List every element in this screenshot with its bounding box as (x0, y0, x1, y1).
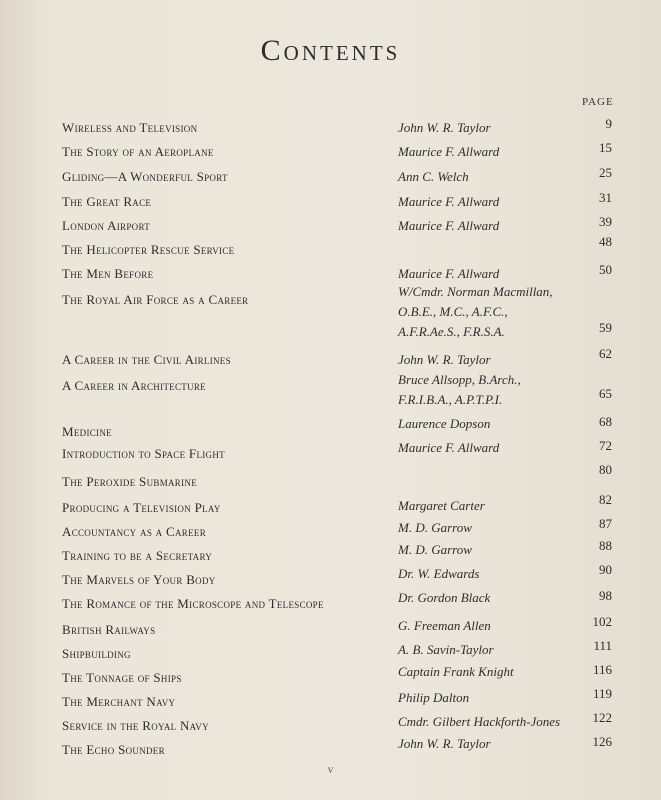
entry-page: 48 (599, 234, 612, 249)
entry-title: Service in the Royal Navy (62, 718, 209, 733)
page-title: Contents (260, 34, 401, 67)
entry-author: Philip Dalton (398, 690, 470, 705)
entry-title: British Railways (62, 622, 156, 637)
entry-page: 90 (599, 562, 612, 577)
entry-author: John W. R. Taylor (398, 352, 491, 367)
toc-entry (0, 516, 661, 540)
entry-author: A. B. Savin-Taylor (398, 642, 494, 657)
toc-entry (0, 234, 661, 258)
entry-page: 15 (599, 140, 612, 155)
entry-page: 111 (593, 638, 612, 653)
entry-page: 72 (599, 438, 612, 453)
entry-page: 119 (592, 686, 612, 701)
entry-page: 59 (599, 320, 612, 335)
toc-entry (0, 492, 661, 516)
entry-title: The Tonnage of Ships (62, 670, 182, 685)
entry-page: 65 (599, 386, 612, 401)
entry-title: The Peroxide Submarine (62, 474, 197, 489)
entry-author: Maurice F. Allward (398, 144, 500, 159)
entry-author: Dr. Gordon Black (398, 590, 491, 605)
entry-page: 98 (599, 588, 612, 603)
entry-title: London Airport (62, 218, 151, 233)
toc-entry (0, 116, 661, 136)
entry-author: M. D. Garrow (398, 542, 472, 557)
toc-entry (0, 588, 661, 612)
toc-entry (0, 462, 661, 490)
toc-entry (0, 562, 661, 588)
entry-author: Captain Frank Knight (398, 664, 514, 679)
toc-entry (0, 638, 661, 662)
entry-author: M. D. Garrow (398, 520, 472, 535)
entry-author: Maurice F. Allward (398, 266, 500, 281)
entry-author: Laurence Dopson (398, 416, 491, 431)
entry-page: 88 (599, 538, 612, 553)
entry-title: Medicine (62, 424, 112, 439)
entry-title: Accountancy as a Career (62, 524, 206, 539)
page-number-folio: v (327, 762, 334, 776)
entry-author: Bruce Allsopp, B.Arch., F.R.I.B.A., A.P.T.P.I. (398, 372, 521, 407)
entry-page: 80 (599, 462, 612, 477)
entry-page: 116 (592, 662, 612, 677)
entry-page: 62 (599, 346, 612, 361)
toc-entry (0, 190, 661, 210)
entry-title: The Story of an Aeroplane (62, 144, 214, 159)
entry-title: Producing a Television Play (62, 500, 221, 515)
toc-entry (0, 710, 661, 734)
entry-page: 31 (599, 190, 612, 205)
entry-title: Introduction to Space Flight (62, 446, 225, 461)
entry-author: John W. R. Taylor (398, 120, 491, 135)
entry-title: Shipbuilding (62, 646, 131, 661)
toc-entry (0, 538, 661, 564)
entry-page: 25 (599, 165, 612, 180)
entry-page: 102 (592, 614, 612, 629)
page-column-label: PAGE (582, 96, 614, 108)
toc-entry (0, 372, 661, 407)
entry-title: Gliding—A Wonderful Sport (62, 169, 228, 184)
entry-title: The Great Race (62, 194, 152, 209)
entry-title: The Merchant Navy (62, 694, 176, 709)
toc-entry (0, 734, 661, 758)
toc-entry (0, 165, 661, 185)
toc-entry (0, 662, 661, 686)
entry-page: 82 (599, 492, 612, 507)
entry-author: Maurice F. Allward (398, 218, 500, 233)
entry-page: 122 (592, 710, 612, 725)
entry-author: Margaret Carter (398, 498, 485, 513)
entry-page: 68 (599, 414, 612, 429)
entry-title: Wireless and Television (62, 120, 198, 135)
entry-page: 126 (592, 734, 612, 749)
entry-page: 50 (599, 262, 612, 277)
entry-title: Training to be a Secretary (62, 548, 213, 563)
entry-page: 39 (599, 214, 612, 229)
toc-entry (0, 140, 661, 160)
entry-author: Dr. W. Edwards (398, 566, 480, 581)
entry-author: Ann C. Welch (398, 169, 469, 184)
entry-author: W/Cmdr. Norman Macmillan, O.B.E., M.C., A.F.C., A.F.R.Ae.S., F.R.S.A. (398, 284, 553, 339)
entry-author: Maurice F. Allward (398, 194, 500, 209)
entry-page: 87 (599, 516, 612, 531)
entry-page: 9 (605, 116, 612, 131)
toc-entry (0, 686, 661, 710)
entry-author: G. Freeman Allen (398, 618, 491, 633)
entry-title: The Men Before (62, 266, 154, 281)
toc-entry (0, 214, 661, 234)
entry-title: The Echo Sounder (62, 742, 165, 757)
toc-entry (0, 414, 661, 440)
entry-title: The Royal Air Force as a Career (62, 292, 249, 307)
entry-title: The Helicopter Rescue Service (62, 242, 235, 257)
entry-author: Cmdr. Gilbert Hackforth-Jones (398, 714, 561, 729)
entry-author: Maurice F. Allward (398, 440, 500, 455)
entry-author: John W. R. Taylor (398, 736, 491, 751)
entry-title: A Career in the Civil Airlines (62, 352, 231, 367)
entry-title: The Marvels of Your Body (62, 572, 216, 587)
toc-entry (0, 438, 661, 462)
toc-entry (0, 348, 661, 368)
toc-entry (0, 262, 661, 282)
entry-title: The Romance of the Microscope and Telescope (62, 596, 324, 611)
entry-title: A Career in Architecture (62, 378, 206, 393)
toc-entry (0, 284, 661, 339)
toc-entry (0, 614, 661, 638)
